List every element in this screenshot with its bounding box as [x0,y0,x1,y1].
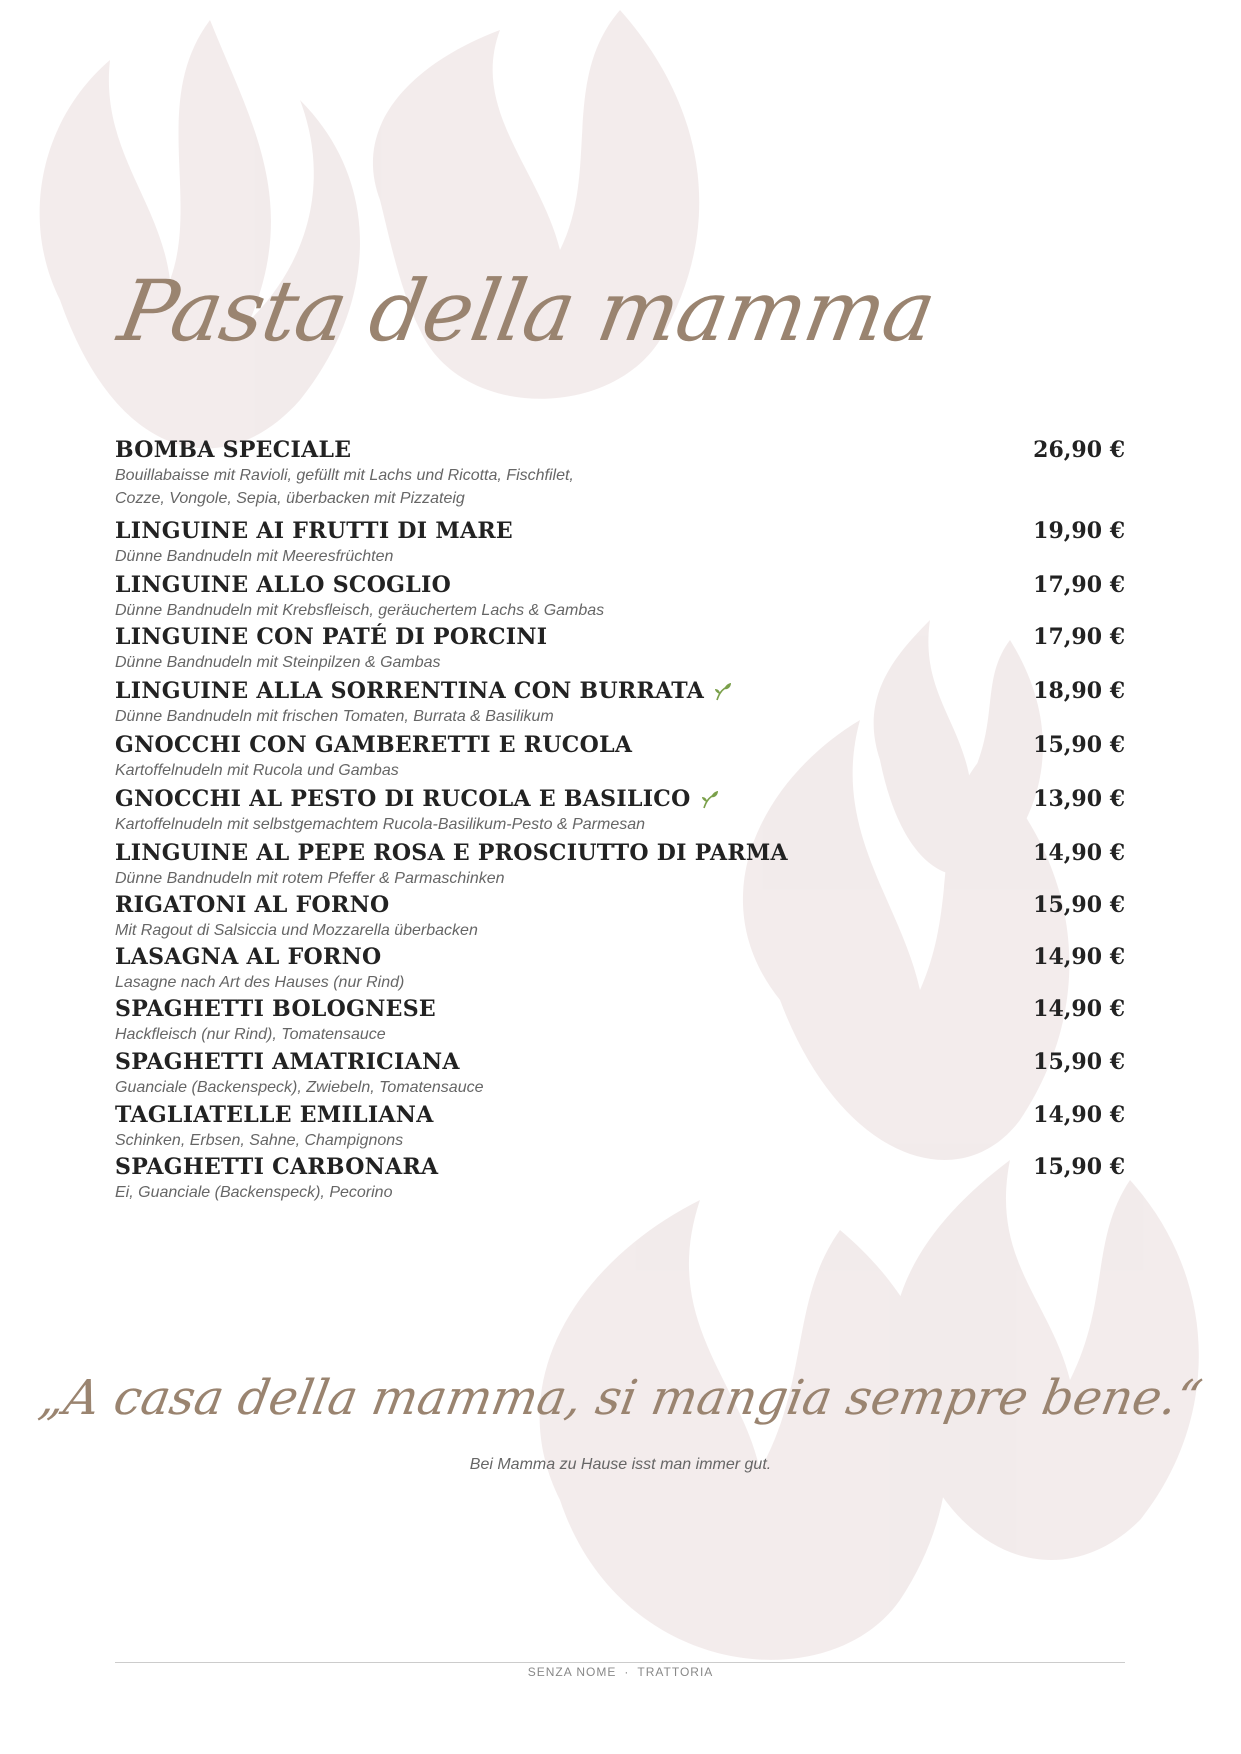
menu-item [115,1153,1125,1205]
menu-item-price: 13,90 € [1033,786,1125,812]
menu-item-name [115,1101,1125,1129]
menu-item-name [115,677,1125,705]
menu-list [115,436,1125,1205]
menu-item-description: Dünne Bandnudeln mit Meeresfrüchten [115,548,394,565]
menu-item-name [115,731,1125,759]
menu-item-price: 14,90 € [1033,1102,1125,1128]
menu-item-description: Lasagne nach Art des Hauses (nur Rind) [115,974,405,991]
menu-item-name-text: LINGUINE CON PATÉ DI PORCINI [115,624,548,650]
menu-item-description: Dünne Bandnudeln mit Krebsfleisch, geräuchertem Lachs & Gambas [115,602,605,619]
quote-translation: Bei Mamma zu Hause isst man immer gut. [469,1456,772,1473]
menu-item-name [115,943,1125,971]
menu-item-price: 15,90 € [1033,1154,1125,1180]
menu-item-name [115,785,1125,813]
menu-item-description: Hackfleisch (nur Rind), Tomatensauce [115,1026,386,1043]
menu-item-name [115,571,1125,599]
menu-item [115,1101,1125,1153]
menu-item-name [115,517,1125,545]
menu-item-name-text: LINGUINE AI FRUTTI DI MARE [115,518,513,544]
menu-item-name-text: GNOCCHI CON GAMBERETTI E RUCOLA [115,732,633,758]
menu-item-description: Dünne Bandnudeln mit Steinpilzen & Gambas [115,654,441,671]
menu-item-description: Kartoffelnudeln mit Rucola und Gambas [115,762,399,779]
menu-item [115,517,1125,571]
menu-item-name-text: LINGUINE ALLO SCOGLIO [115,572,452,598]
menu-item-description: Guanciale (Backenspeck), Zwiebeln, Tomatensauce [115,1079,484,1096]
menu-item-price: 14,90 € [1033,944,1125,970]
menu-item [115,731,1125,785]
menu-item-name-text: LINGUINE AL PEPE ROSA E PROSCIUTTO DI PARMA [115,840,788,866]
menu-item-price: 17,90 € [1033,572,1125,598]
menu-item-name [115,1153,1125,1181]
menu-item-description: Mit Ragout di Salsiccia und Mozzarella überbacken [115,922,478,939]
menu-item-name-text: LASAGNA AL FORNO [115,944,382,970]
menu-item-name [115,995,1125,1023]
menu-item [115,623,1125,677]
menu-item-name [115,623,1125,651]
menu-item-name-text: TAGLIATELLE EMILIANA [115,1102,434,1128]
menu-item-description: Dünne Bandnudeln mit rotem Pfeffer & Parmaschinken [115,870,505,887]
menu-item-name-text: BOMBA SPECIALE [115,437,352,463]
quote: „A casa della mamma, si mangia sempre bene.“ [34,1370,1207,1426]
menu-item [115,785,1125,839]
footer-separator: · [624,1665,630,1679]
menu-item-description: Dünne Bandnudeln mit frischen Tomaten, Burrata & Basilikum [115,708,554,725]
footer [0,1665,1241,1679]
menu-item-description: Kartoffelnudeln mit selbstgemachtem Rucola-Basilikum-Pesto & Parmesan [115,816,646,833]
menu-item-name [115,436,1125,464]
footer-restaurant-type: TRATTORIA [637,1665,714,1679]
footer-divider [115,1662,1125,1663]
menu-item-name [115,839,1125,867]
menu-item-description: Bouillabaisse mit Ravioli, gefüllt mit Lachs und Ricotta, Fischfilet, [115,467,574,484]
menu-item-name-text: GNOCCHI AL PESTO DI RUCOLA E BASILICO [115,786,691,812]
menu-item-price: 15,90 € [1033,732,1125,758]
menu-item-name [115,891,1125,919]
menu-item-description: Schinken, Erbsen, Sahne, Champignons [115,1132,404,1149]
menu-item [115,436,1125,517]
footer-restaurant-name: SENZA NOME [527,1665,617,1679]
menu-item-price: 19,90 € [1033,518,1125,544]
page-title: Pasta della mamma [112,262,942,360]
menu-item-price: 17,90 € [1033,624,1125,650]
menu-item-name-text: RIGATONI AL FORNO [115,892,390,918]
menu-item [115,891,1125,943]
menu-item-price: 15,90 € [1033,1049,1125,1075]
menu-item-name-text: SPAGHETTI BOLOGNESE [115,996,436,1022]
vegetarian-leaf-icon [714,682,732,702]
menu-item-name-text: SPAGHETTI AMATRICIANA [115,1049,460,1075]
menu-item-price: 18,90 € [1033,678,1125,704]
menu-item [115,839,1125,891]
menu-item [115,995,1125,1048]
menu-item [115,1048,1125,1101]
menu-item-price: 14,90 € [1033,840,1125,866]
menu-item-name-text: SPAGHETTI CARBONARA [115,1154,439,1180]
menu-item-price: 26,90 € [1033,437,1125,463]
menu-item-price: 14,90 € [1033,996,1125,1022]
menu-item [115,677,1125,731]
menu-item-name [115,1048,1125,1076]
menu-item [115,571,1125,623]
menu-item-name-text: LINGUINE ALLA SORRENTINA CON BURRATA [115,678,705,704]
menu-item-description: Ei, Guanciale (Backenspeck), Pecorino [115,1184,393,1201]
menu-item-description: Cozze, Vongole, Sepia, überbacken mit Pizzateig [115,490,465,507]
menu-item-price: 15,90 € [1033,892,1125,918]
vegetarian-leaf-icon [701,790,719,810]
menu-item [115,943,1125,995]
